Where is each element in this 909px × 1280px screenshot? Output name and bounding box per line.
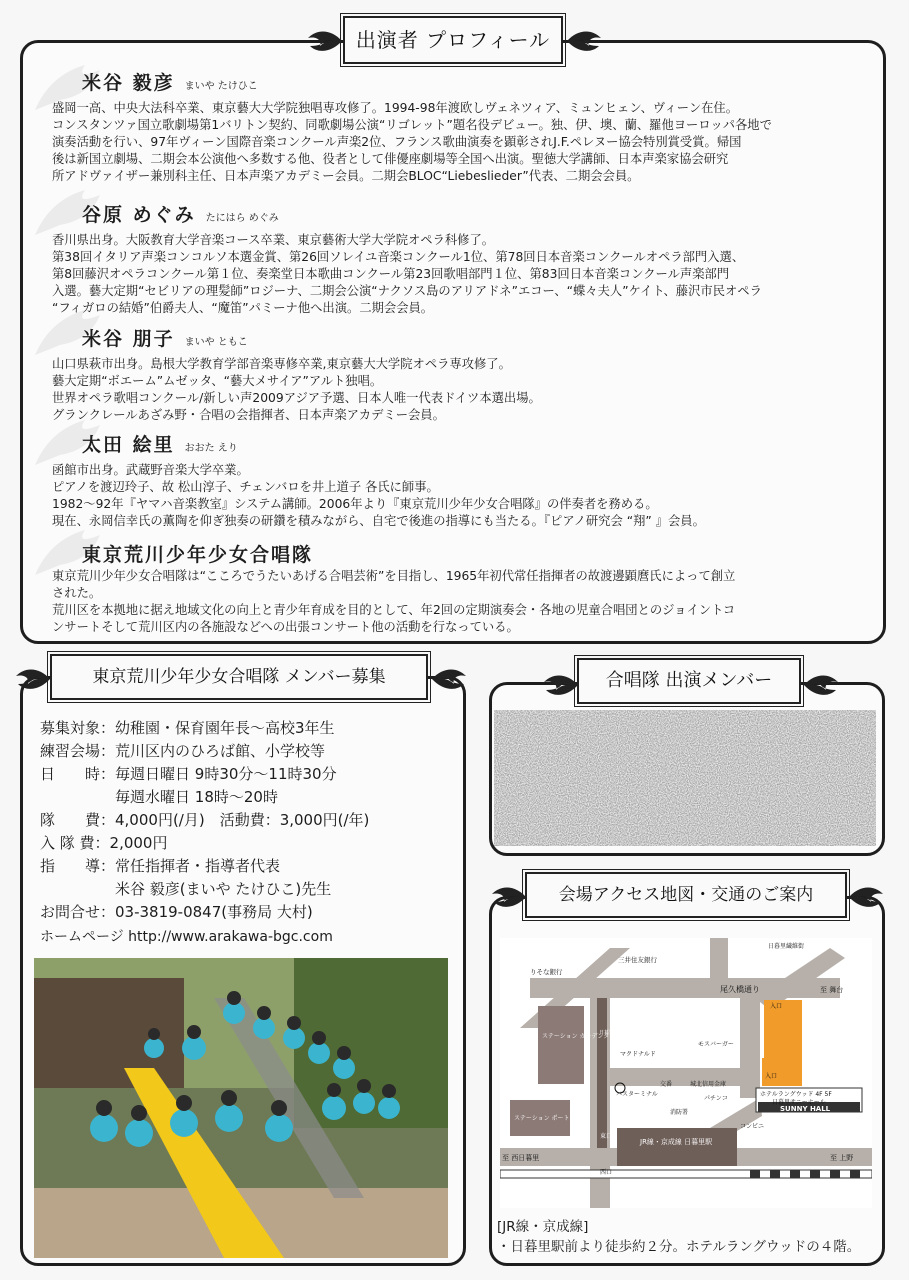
map-label-hall-jp: 日暮里サニーホール bbox=[772, 1099, 826, 1106]
profile-entry bbox=[52, 326, 882, 424]
map-label-station: JR線・京成線 日暮里駅 bbox=[640, 1138, 713, 1146]
profile-header: 出演者 プロフィール bbox=[343, 16, 563, 64]
profile-body: 香川県出身。大阪教育大学音楽コース卒業、東京藝術大学大学院オペラ科修了。 第38回イタリア声楽コンコルソ本選金賞、第26回ソレイユ音楽コンクール1位、第78回日本音楽コンクールオペラ部門入選、 第8回藤沢オペラコンクール第１位、奏楽堂日本歌曲コンクール第23回歌唱部門１位、第83回日本音楽コンクール声楽部門 入選。藝大定期“セビリアの理髪師”ロジーナ、二期会公演“ナクソス島のアリアドネ”エコー、“蝶々夫人”ケイト、藤沢市民オペラ “フィガロの結婚”伯爵夫人、“魔笛”パミーナ他へ出演。二期会会員。 bbox=[52, 233, 762, 315]
map-label-east: 東口 bbox=[600, 1133, 613, 1140]
members-header: 合唱隊 出演メンバー bbox=[577, 658, 801, 704]
profile-entry bbox=[52, 202, 882, 317]
map-label-port: ステーション ポートタワー bbox=[514, 1115, 588, 1122]
map-label-conv: コンビニ bbox=[740, 1123, 765, 1130]
profile-entry bbox=[52, 432, 882, 530]
access-header: 会場アクセス地図・交通のご案内 bbox=[525, 872, 847, 918]
profile-body: 盛岡一高、中央大法科卒業、東京藝大大学院独唱専攻修了。1994-98年渡欧しヴェネツィア、ミュンヒェン、ヴィーン在住。 コンスタンツァ国立歌劇場第1バリトン契約、同歌劇場公演“リゴレット”題名役デビュー。独、伊、墺、蘭、羅他ヨーロッパ各地で 演奏活動を行い、97年ヴィーン国際音楽コンクール声楽2位、フランス歌曲演奏を顕彰されJ.F.ペレヌー協会特別賞受賞。帰国 後は新国立劇場、二期会本公演他へ多数する他、役者として俳優座劇場等全国へ出演。聖徳大学講師、日本声楽家協会研究 所アドヴァイザー兼別科主任、日本声楽アカデミー会員。二期会BLOC“Liebeslieder”代表、二期会会員。 bbox=[52, 101, 772, 183]
map-label-entrance: 入口 bbox=[770, 1003, 783, 1010]
recruit-line: 指 導：常任指揮者・指導者代表 bbox=[40, 857, 281, 875]
map-label-mcdonalds: マクドナルド bbox=[620, 1051, 656, 1058]
recruit-line: 日 時：毎週日曜日 9時30分〜11時30分 bbox=[40, 765, 337, 783]
member-list-blurred bbox=[494, 710, 876, 846]
map-label-dir-top: 至 舞台 bbox=[820, 986, 844, 994]
ornament-right-icon bbox=[430, 664, 470, 694]
homepage-link[interactable]: ホームページ http://www.arakawa-bgc.com bbox=[40, 929, 333, 945]
map-label-fire: 消防署 bbox=[670, 1109, 689, 1116]
profile-name: 太田 絵里 おおた えり bbox=[82, 434, 238, 456]
access-line: [JR線・京成線] bbox=[497, 1219, 589, 1235]
map-label-garden: ステーション ガーデンタワー bbox=[542, 1033, 622, 1040]
ornament-left-icon bbox=[488, 882, 528, 912]
map-label-bus: バスターミナル bbox=[616, 1091, 658, 1098]
ornament-left-icon bbox=[540, 670, 580, 700]
map-label-road: 尾久橋通り bbox=[720, 985, 760, 994]
map-label-bank2: 三井住友銀行 bbox=[618, 956, 657, 964]
recruit-line: お問合せ：03-3819-0847(事務局 大村) bbox=[40, 903, 313, 921]
profile-entry bbox=[52, 542, 882, 636]
map-label-entrance-2: 入口 bbox=[765, 1073, 778, 1080]
ornament-right-icon bbox=[565, 26, 605, 56]
map-label-dir-right: 至 上野 bbox=[830, 1154, 854, 1162]
profile-body: 函館市出身。武蔵野音楽大学卒業。 ピアノを渡辺玲子、故 松山淳子、チェンバロを井上道子 各氏に師事。 1982〜92年『ヤマハ音楽教室』システム講師。2006年より『東京荒川少年少女合唱隊』の伴奏者を務める。 現在、永岡信幸氏の薫陶を仰ぎ独奏の研鑽を積みながら、自宅で後進の指導にも当たる。『ピアノ研究会 “翔” 』会員。 bbox=[52, 463, 705, 528]
recruit-line: 入 隊 費：2,000円 bbox=[40, 834, 168, 852]
ornament-right-icon bbox=[847, 882, 887, 912]
map-label-hall-en: SUNNY HALL bbox=[780, 1105, 831, 1113]
map-label-koban: 交番 bbox=[660, 1081, 673, 1088]
profile-name: 東京荒川少年少女合唱隊 bbox=[82, 544, 314, 566]
recruit-line: 米谷 毅彦(まいや たけひこ)先生 bbox=[40, 880, 332, 898]
map-label-street: 日暮里繊維街 bbox=[768, 943, 805, 950]
profile-body: 山口県萩市出身。島根大学教育学部音楽専修卒業,東京藝大大学院オペラ専攻修了。 藝大定期“ボエーム”ムゼッタ、“藝大メサイア”アルト独唱。 世界オペラ歌唱コンクール/新しい声2009アジア予選、日本人唯一代表ドイツ本選出場。 グランクレールあざみ野・合唱の会指揮者、日本声楽アカデミー会員。 bbox=[52, 357, 541, 422]
map-label-west: 西口 bbox=[600, 1169, 613, 1176]
ornament-left-icon bbox=[304, 26, 344, 56]
map-label-pachinko: パチンコ bbox=[704, 1095, 728, 1102]
access-map bbox=[500, 938, 872, 1208]
map-label-dir-left: 至 西日暮里 bbox=[502, 1154, 540, 1162]
profile-kana: まいや たけひこ bbox=[184, 81, 258, 92]
map-label-mos: モスバーガー bbox=[698, 1041, 734, 1048]
profile-kana: まいや ともこ bbox=[184, 337, 248, 348]
map-label-bank1: りそな銀行 bbox=[530, 968, 563, 976]
map-label-shinkin: 城北信用金庫 bbox=[690, 1081, 727, 1088]
map-label-toneri: 日暮里・舎人ライナー 日暮里駅 bbox=[599, 1030, 671, 1036]
profile-entry bbox=[52, 70, 882, 185]
profile-name: 米谷 朋子 まいや ともこ bbox=[82, 328, 248, 350]
recruit-line: 募集対象：幼稚園・保育園年長〜高校3年生 bbox=[40, 719, 335, 737]
map-label-hotel: ホテルラングウッド 4F 5F bbox=[760, 1091, 832, 1098]
recruit-line: 練習会場：荒川区内のひろば館、小学校等 bbox=[40, 742, 326, 760]
recruit-line: 隊 費：4,000円(/月) 活動費：3,000円(/年) bbox=[40, 811, 370, 829]
recruit-line: 毎週水曜日 18時〜20時 bbox=[40, 788, 278, 806]
recruit-header: 東京荒川少年少女合唱隊 メンバー募集 bbox=[50, 654, 428, 700]
profile-name: 米谷 毅彦 まいや たけひこ bbox=[82, 72, 258, 94]
access-line: ・日暮里駅前より徒歩約２分。ホテルラングウッドの４階。 bbox=[497, 1239, 861, 1255]
choir-group-photo bbox=[34, 958, 448, 1258]
profile-name: 谷原 めぐみ たにはら めぐみ bbox=[82, 204, 279, 226]
profile-kana: たにはら めぐみ bbox=[205, 213, 279, 224]
profile-kana: おおた えり bbox=[184, 443, 238, 454]
profile-body: 東京荒川少年少女合唱隊は“こころでうたいあげる合唱芸術”を目指し、1965年初代常任指揮者の故渡邊顕麿氏によって創立 された。 荒川区を本拠地に据え地域文化の向上と青少年育成を目的として、年2回の定期演奏会・各地の児童合唱団とのジョイントコ ンサートそして荒川区内の各施設などへの出張コンサート他の活動を行なっている。 bbox=[52, 569, 736, 634]
ornament-left-icon bbox=[12, 664, 52, 694]
ornament-right-icon bbox=[802, 670, 842, 700]
